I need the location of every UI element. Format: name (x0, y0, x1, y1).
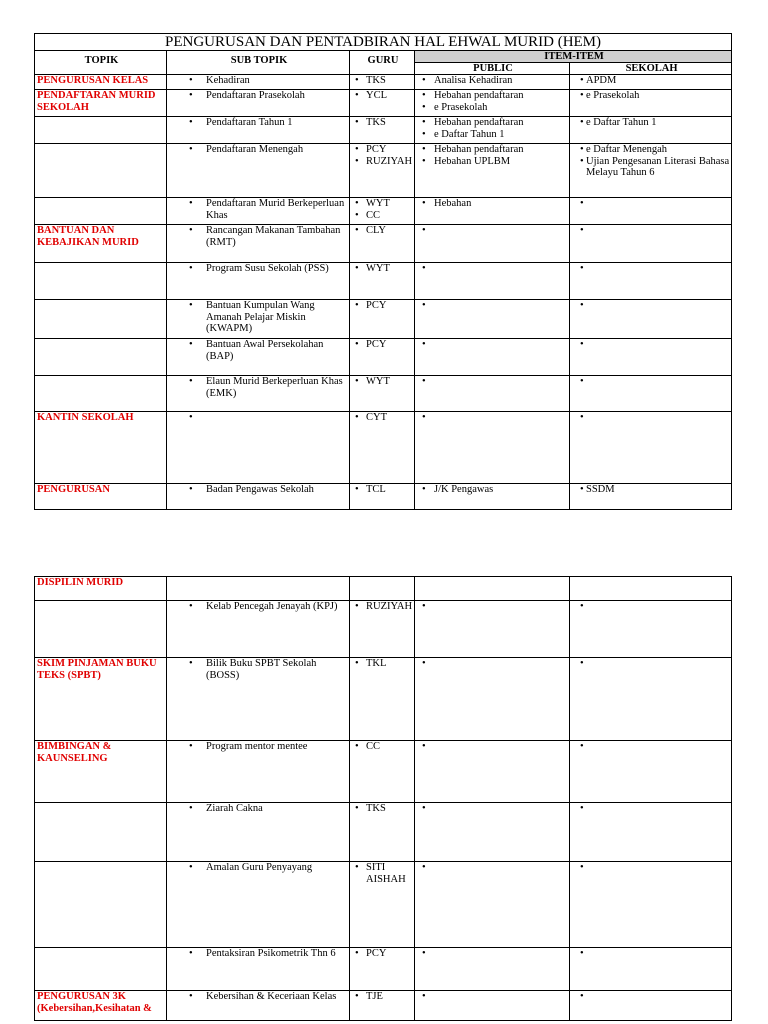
table-row (35, 376, 732, 412)
subtopik-cell (167, 484, 350, 510)
bullet-item: • Ziarah Cakna (169, 803, 349, 815)
table-row (35, 198, 732, 225)
subtopik-cell (167, 117, 350, 144)
guru-cell (350, 75, 415, 90)
public-cell (415, 412, 570, 484)
bullet-item: • Pendaftaran Prasekolah (169, 90, 349, 102)
guru-cell (350, 300, 415, 339)
sekolah-cell (570, 90, 732, 117)
table-row (35, 484, 732, 510)
subtopik-cell (167, 577, 350, 601)
guru-cell (350, 948, 415, 991)
sekolah-cell (570, 601, 732, 658)
header-guru: GURU (350, 51, 415, 75)
sekolah-cell (570, 412, 732, 484)
bullet-item: • Analisa Kehadiran (417, 75, 569, 87)
bullet-item: • Pendaftaran Menengah (169, 144, 349, 156)
bullet-item: • Hebahan pendaftaran (417, 117, 569, 129)
guru-cell (350, 862, 415, 948)
bullet-item: • Program Susu Sekolah (PSS) (169, 263, 349, 275)
bullet-item: • TKS (352, 117, 414, 129)
guru-cell (350, 117, 415, 144)
topik-cell (35, 862, 167, 948)
sekolah-cell (570, 862, 732, 948)
table-row (35, 90, 732, 117)
guru-cell (350, 376, 415, 412)
public-cell (415, 376, 570, 412)
bullet-item: • PCY (352, 948, 414, 960)
bullet-item: • TKS (352, 75, 414, 87)
public-cell (415, 198, 570, 225)
bullet-item: • Kebersihan & Keceriaan Kelas (169, 991, 349, 1003)
bullet-item: • Program mentor mentee (169, 741, 349, 753)
guru-cell (350, 144, 415, 198)
subtopik-cell (167, 225, 350, 263)
table-row (35, 75, 732, 90)
subtopik-cell (167, 862, 350, 948)
bullet-item: • APDM (572, 75, 731, 87)
sekolah-cell (570, 991, 732, 1021)
bullet-item: • SSDM (572, 484, 731, 496)
bullet-item: • RUZIYAH (352, 156, 414, 168)
public-cell (415, 803, 570, 862)
topik-cell (35, 117, 167, 144)
bullet-item: • TKS (352, 803, 414, 815)
topik-cell (35, 263, 167, 300)
sekolah-cell (570, 484, 732, 510)
sekolah-cell (570, 948, 732, 991)
sekolah-cell (570, 198, 732, 225)
topik-cell: KANTIN SEKOLAH (35, 412, 167, 484)
sekolah-cell (570, 300, 732, 339)
topik-cell: SKIM PINJAMAN BUKU TEKS (SPBT) (35, 658, 167, 741)
subtopik-cell (167, 75, 350, 90)
bullet-item: • Pentaksiran Psikometrik Thn 6 (169, 948, 349, 960)
topik-cell: PENGURUSAN KELAS (35, 75, 167, 90)
public-cell (415, 144, 570, 198)
bullet-item: • Kehadiran (169, 75, 349, 87)
header-topik: TOPIK (35, 51, 167, 75)
table-row (35, 577, 732, 601)
bullet-item: • Hebahan (417, 198, 569, 210)
subtopik-cell (167, 803, 350, 862)
public-cell (415, 601, 570, 658)
guru-cell (350, 225, 415, 263)
header-items: ITEM-ITEM (415, 51, 732, 63)
subtopik-cell (167, 339, 350, 376)
bullet-item: • Hebahan pendaftaran (417, 90, 569, 102)
bullet-item: • CC (352, 741, 414, 753)
table-row (35, 948, 732, 991)
bullet-item: • Badan Pengawas Sekolah (169, 484, 349, 496)
guru-cell (350, 263, 415, 300)
table-row (35, 225, 732, 263)
topik-cell (35, 948, 167, 991)
header-subtopik: SUB TOPIK (167, 51, 350, 75)
topik-cell: PENDAFTARAN MURID SEKOLAH (35, 90, 167, 117)
bullet-item: • e Prasekolah (417, 102, 569, 114)
bullet-item: • e Prasekolah (572, 90, 731, 102)
guru-cell (350, 991, 415, 1021)
bullet-item: • PCY (352, 339, 414, 351)
sekolah-cell (570, 75, 732, 90)
public-cell (415, 90, 570, 117)
public-cell (415, 991, 570, 1021)
subtopik-cell (167, 412, 350, 484)
bullet-item: • Pendaftaran Murid Berkeperluan Khas (169, 198, 349, 221)
bullet-item: • Bilik Buku SPBT Sekolah (BOSS) (169, 658, 349, 681)
topik-cell (35, 803, 167, 862)
guru-cell (350, 577, 415, 601)
public-cell (415, 263, 570, 300)
subtopik-cell (167, 376, 350, 412)
bullet-item: • Bantuan Kumpulan Wang Amanah Pelajar Miskin (KWAPM) (169, 300, 349, 335)
subtopik-cell (167, 144, 350, 198)
guru-cell (350, 803, 415, 862)
subtopik-cell (167, 658, 350, 741)
bullet-item: • Ujian Pengesanan Literasi Bahasa Melayu Tahun 6 (572, 156, 731, 179)
topik-cell (35, 376, 167, 412)
bullet-item: • e Daftar Tahun 1 (417, 129, 569, 141)
guru-cell (350, 198, 415, 225)
bullet-item: • WYT (352, 263, 414, 275)
guru-cell (350, 412, 415, 484)
public-cell (415, 484, 570, 510)
bullet-item: • YCL (352, 90, 414, 102)
public-cell (415, 300, 570, 339)
sekolah-cell (570, 577, 732, 601)
bullet-item: • TCL (352, 484, 414, 496)
table-row (35, 658, 732, 741)
bullet-item: • Kelab Pencegah Jenayah (KPJ) (169, 601, 349, 613)
sekolah-cell (570, 658, 732, 741)
sekolah-cell (570, 144, 732, 198)
bullet-item: • e Daftar Tahun 1 (572, 117, 731, 129)
public-cell (415, 75, 570, 90)
sekolah-cell (570, 339, 732, 376)
guru-cell (350, 339, 415, 376)
header-sekolah: SEKOLAH (570, 63, 732, 75)
public-cell (415, 225, 570, 263)
bullet-item: • Bantuan Awal Persekolahan (BAP) (169, 339, 349, 362)
sekolah-cell (570, 225, 732, 263)
bullet-item: • WYT (352, 376, 414, 388)
topik-cell (35, 144, 167, 198)
public-cell (415, 948, 570, 991)
subtopik-cell (167, 300, 350, 339)
subtopik-cell (167, 263, 350, 300)
table-row (35, 412, 732, 484)
guru-cell (350, 741, 415, 803)
topik-cell: PENGURUSAN (35, 484, 167, 510)
bullet-item: • CC (352, 210, 414, 222)
table-row (35, 741, 732, 803)
header-public: PUBLIC (415, 63, 570, 75)
bullet-item: • WYT (352, 198, 414, 210)
hem-table-continued (34, 576, 732, 1021)
table-row (35, 803, 732, 862)
subtopik-cell (167, 991, 350, 1021)
table-row (35, 263, 732, 300)
table-row (35, 601, 732, 658)
bullet-item: • Hebahan pendaftaran (417, 144, 569, 156)
guru-cell (350, 484, 415, 510)
subtopik-cell (167, 601, 350, 658)
public-cell (415, 658, 570, 741)
topik-cell (35, 300, 167, 339)
bullet-item: • CYT (352, 412, 414, 424)
sekolah-cell (570, 117, 732, 144)
table-row (35, 300, 732, 339)
sekolah-cell (570, 263, 732, 300)
table-row (35, 339, 732, 376)
topik-cell (35, 339, 167, 376)
subtopik-cell (167, 741, 350, 803)
bullet-item: • TJE (352, 991, 414, 1003)
bullet-item: • Pendaftaran Tahun 1 (169, 117, 349, 129)
bullet-item: • Elaun Murid Berkeperluan Khas (EMK) (169, 376, 349, 399)
subtopik-cell (167, 90, 350, 117)
bullet-item: • TKL (352, 658, 414, 670)
subtopik-cell (167, 948, 350, 991)
public-cell (415, 862, 570, 948)
bullet-item: • SITI AISHAH (352, 862, 414, 885)
bullet-item: • e Daftar Menengah (572, 144, 731, 156)
table-row (35, 144, 732, 198)
table-row (35, 862, 732, 948)
bullet-item: • PCY (352, 144, 414, 156)
bullet-item: • CLY (352, 225, 414, 237)
guru-cell (350, 90, 415, 117)
subtopik-cell (167, 198, 350, 225)
public-cell (415, 339, 570, 376)
guru-cell (350, 658, 415, 741)
document-title: PENGURUSAN DAN PENTADBIRAN HAL EHWAL MURID (HEM) (35, 34, 732, 51)
sekolah-cell (570, 376, 732, 412)
topik-cell: BANTUAN DAN KEBAJIKAN MURID (35, 225, 167, 263)
topik-cell: BIMBINGAN & KAUNSELING (35, 741, 167, 803)
sekolah-cell (570, 803, 732, 862)
topik-cell: DISPILIN MURID (35, 577, 167, 601)
public-cell (415, 741, 570, 803)
sekolah-cell (570, 741, 732, 803)
bullet-item: • RUZIYAH (352, 601, 414, 613)
topik-cell (35, 601, 167, 658)
bullet-item: • Amalan Guru Penyayang (169, 862, 349, 874)
guru-cell (350, 601, 415, 658)
public-cell (415, 117, 570, 144)
bullet-item: • Rancangan Makanan Tambahan (RMT) (169, 225, 349, 248)
bullet-item: • J/K Pengawas (417, 484, 569, 496)
table-row (35, 117, 732, 144)
table-row (35, 991, 732, 1021)
topik-cell (35, 198, 167, 225)
bullet-item: • Hebahan UPLBM (417, 156, 569, 168)
bullet-item: • PCY (352, 300, 414, 312)
public-cell (415, 577, 570, 601)
hem-table-main (34, 33, 732, 510)
topik-cell: PENGURUSAN 3K (Kebersihan,Kesihatan & (35, 991, 167, 1021)
